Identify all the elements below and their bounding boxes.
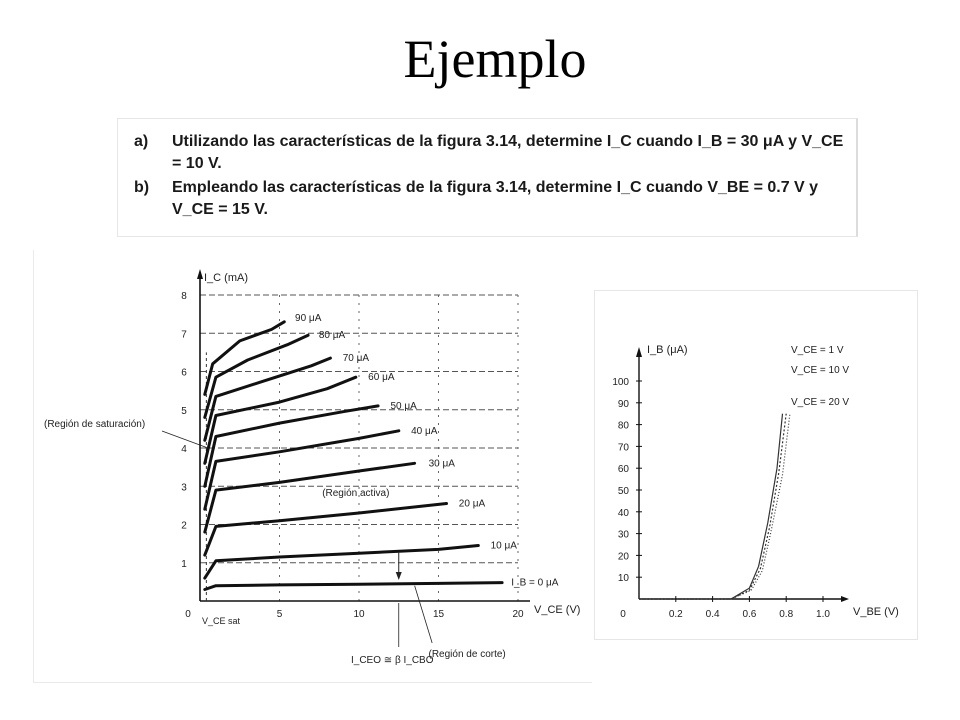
series-label: V_CE = 10 V	[791, 365, 850, 376]
y-axis-label: I_C (mA)	[204, 272, 248, 284]
series-line	[205, 322, 284, 395]
y-tick-label: 50	[617, 486, 629, 497]
series-label: 60 μA	[368, 372, 395, 384]
y-axis-arrow	[636, 347, 642, 357]
y-tick-label: 20	[617, 551, 629, 563]
series-label: 20 μA	[458, 498, 486, 510]
x-tick-label: 0.6	[742, 609, 757, 620]
problem-b-line1: Empleando las características de la figura 3.14, determine I_C cuando V_BE = 0.7 V y	[172, 179, 819, 196]
y-axis-arrow	[197, 269, 203, 279]
y-tick-label: 6	[181, 367, 187, 379]
x-tick-label: 0	[620, 609, 626, 620]
x-axis-label: V_CE (V)	[534, 604, 581, 616]
x-tick-label: 15	[432, 609, 445, 620]
problem-a-tag: a)	[134, 133, 149, 150]
problem-a-line2: = 10 V.	[172, 155, 222, 172]
cutoff-pointer	[415, 586, 432, 643]
y-axis-label: I_B (μA)	[647, 344, 688, 356]
series-label: 70 μA	[342, 353, 370, 365]
y-tick-label: 60	[617, 464, 629, 476]
y-tick-label: 30	[617, 529, 629, 541]
series-line	[205, 546, 479, 579]
iceo-arrow-head	[396, 572, 402, 580]
series-line	[639, 414, 786, 599]
output-characteristics-panel	[33, 250, 592, 683]
x-tick-label: 5	[276, 609, 283, 620]
cutoff-region-label: (Región de corte)	[428, 649, 506, 660]
y-tick-label: 4	[181, 444, 187, 455]
input-characteristics-panel	[594, 290, 918, 640]
y-tick-label: 5	[181, 405, 187, 417]
output-characteristics-chart	[34, 250, 592, 682]
series-line	[639, 414, 783, 599]
series-line	[639, 414, 790, 599]
y-tick-label: 80	[617, 420, 629, 432]
series-line	[205, 583, 502, 590]
series-label: I_B = 0 μA	[511, 577, 559, 589]
x-axis-arrow	[841, 596, 849, 602]
y-tick-label: 90	[617, 398, 629, 410]
x-tick-label: 1.0	[816, 609, 830, 620]
y-tick-label: 1	[181, 558, 187, 570]
problem-statement-box	[117, 118, 858, 237]
series-line	[205, 406, 378, 486]
series-label: 30 μA	[428, 458, 455, 470]
series-label: 50 μA	[390, 400, 417, 412]
x-tick-label: 0.4	[705, 609, 720, 620]
problem-b-line2: V_CE = 15 V.	[172, 201, 268, 218]
input-characteristics-chart	[595, 291, 917, 639]
problem-a-line1: Utilizando las características de la figura 3.14, determine I_C cuando I_B = 30 μA y V_CE	[172, 133, 844, 150]
x-tick-label: 0	[185, 609, 191, 620]
series-label: 40 μA	[411, 425, 438, 437]
problem-b-tag: b)	[134, 179, 150, 196]
series-line	[205, 504, 447, 556]
y-tick-label: 100	[612, 377, 629, 388]
x-tick-label: 10	[353, 609, 365, 620]
active-region-label: (Región activa)	[322, 488, 390, 500]
series-line	[205, 358, 331, 440]
y-tick-label: 3	[181, 482, 187, 494]
x-tick-label: 0.2	[668, 609, 683, 620]
series-label: V_CE = 1 V	[791, 345, 844, 356]
y-tick-label: 7	[181, 329, 187, 341]
x-tick-label: 0.8	[779, 609, 794, 620]
y-tick-label: 10	[617, 573, 629, 585]
x-tick-label: 20	[512, 609, 524, 620]
series-line	[205, 335, 308, 417]
y-tick-label: 70	[617, 442, 629, 454]
series-label: 10 μA	[490, 540, 517, 552]
y-tick-label: 40	[617, 507, 629, 519]
iceo-label: I_CEO ≅ β I_CBO	[351, 655, 434, 666]
series-label: V_CE = 20 V	[791, 397, 850, 408]
vce-sat-label: V_CE sat	[202, 616, 241, 626]
slide-title: Ejemplo	[403, 29, 587, 89]
x-axis-label: V_BE (V)	[853, 606, 899, 618]
saturation-region-label: (Región de saturación)	[44, 419, 146, 430]
series-label: 80 μA	[318, 330, 346, 342]
y-tick-label: 2	[181, 520, 187, 532]
y-tick-label: 8	[181, 291, 187, 302]
series-label: 90 μA	[295, 312, 322, 324]
